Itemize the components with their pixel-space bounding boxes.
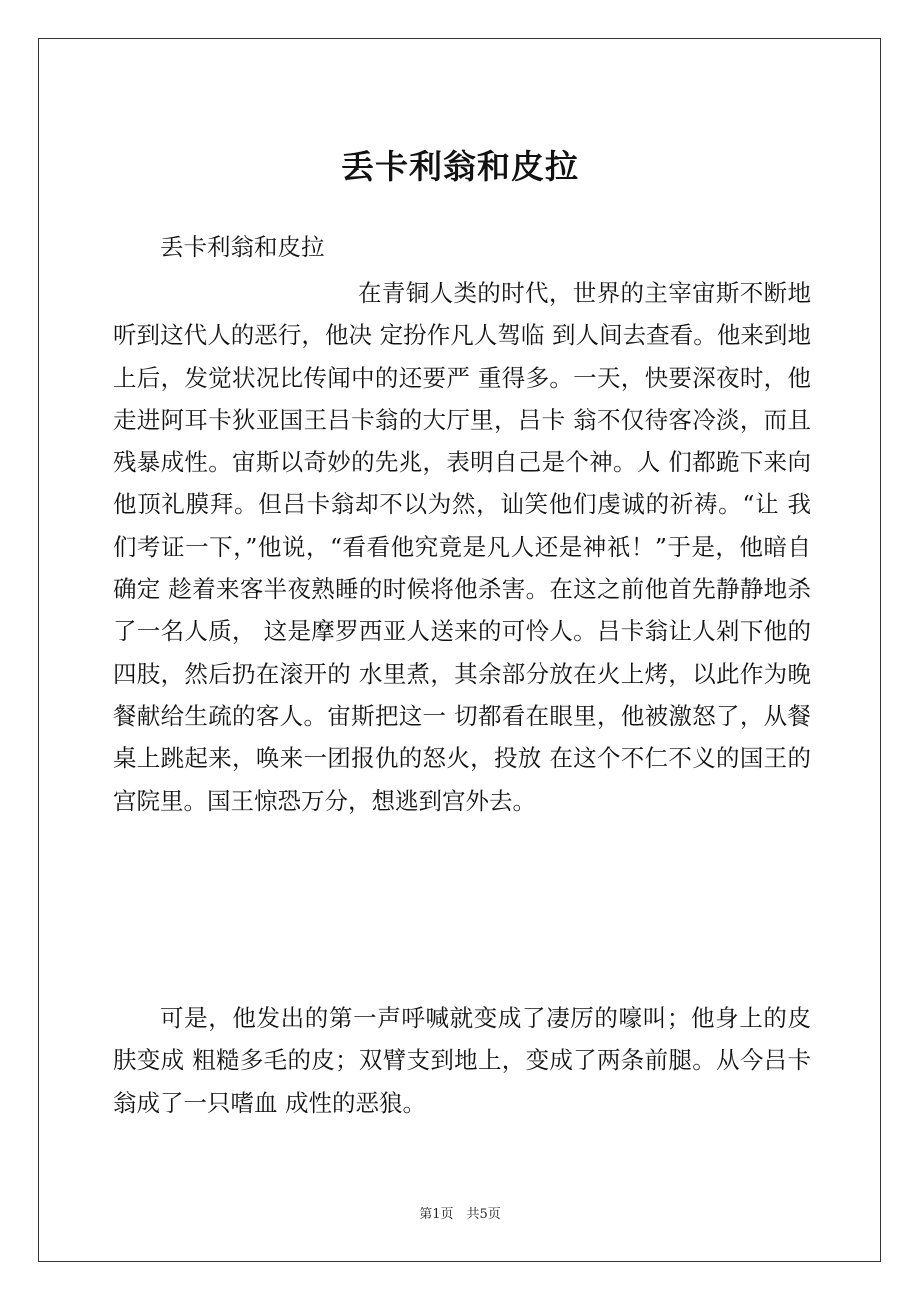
page-number: 第1页 共5页 <box>419 1207 501 1222</box>
document-title: 丢卡利翁和皮拉 <box>341 147 579 186</box>
document-subtitle: 丢卡利翁和皮拉 <box>160 233 325 261</box>
paragraph-1: 在青铜人类的时代，世界的主宰宙斯不断地听到这代人的恶行，他决 定扮作凡人驾临 到人间去查看。他来到地上后，发觉状况比传闻中的还要严 重得多。一天，快要深夜时，他走进阿耳卡狄亚国王吕卡翁的大厅里，吕卡 翁不仅待客冷淡，而且残暴成性。宙斯以奇妙的先兆，表明自己是个神。人 们都跪下来向他顶礼膜拜。但吕卡翁却不以为然，讪笑他们虔诚的祈祷。“让 我们考证一下，”他说，“看看他究竟是凡人还是神祇！”于是，他暗自确定 趁着来客半夜熟睡的时候将他杀害。在这之前他首先静静地杀了一名人质， 这是摩罗西亚人送来的可怜人。吕卡翁让人剁下他的四肢，然后扔在滚开的 水里煮，其余部分放在火上烤，以此作为晚餐献给生疏的客人。宙斯把这一 切都看在眼里，他被激怒了，从餐桌上跳起来，唤来一团报仇的怒火，投放 在这个不仁不义的国王的宫院里。国王惊恐万分，想逃到宫外去。 <box>113 279 811 815</box>
paragraph-2: 可是，他发出的第一声呼喊就变成了凄厉的嚎叫；他身上的皮肤变成 粗糙多毛的皮；双臂支到地上，变成了两条前腿。从今吕卡翁成了一只嗜血 成性的恶狼。 <box>113 1004 811 1117</box>
